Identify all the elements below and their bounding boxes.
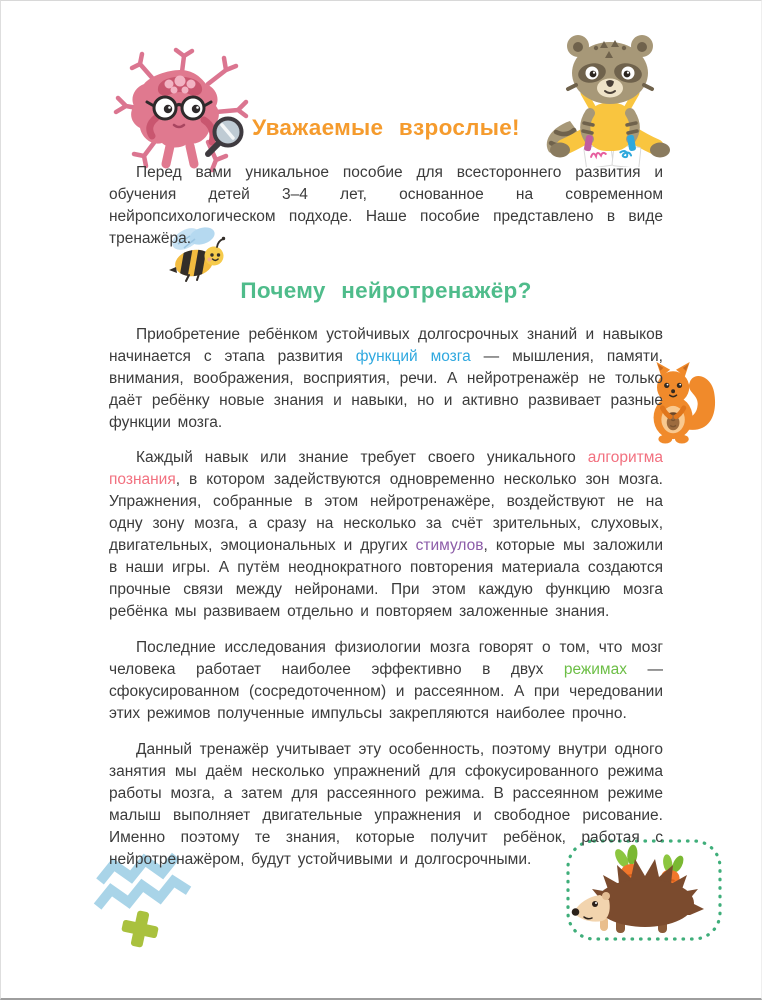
body-paragraph-3: Последние исследования физиологии мозга говорят о том, что мозг человека работает наиболее эффективно в двух режимах — сфокусированном (сосредоточенном) и рассеянном. А при чередовании этих режимов полученные импульсы закрепляются наиболее прочно. — [109, 639, 663, 722]
text-column — [109, 105, 663, 871]
cross-doodle-icon — [117, 906, 163, 952]
page-title: Уважаемые взрослые! — [252, 115, 520, 140]
intro-paragraph: Перед вами уникальное пособие для всестороннего развития и обучения детей 3–4 лет, основанное на современном нейропсихологическом подходе. Наше пособие представлено в виде тренажёра. — [109, 164, 663, 247]
body-paragraph-4: Данный тренажёр учитывает эту особенность, поэтому внутри одного занятия мы даём несколько упражнений для сфокусированного режима работы мозга, а затем для рассеянного режима. В рассеянном режиме малыш выполняет двигательные упражнения и свободное рисование. Именно поэтому те знания, которые получит ребёнок, работая с нейротренажёром, будут устойчивыми и долгосрочными. — [109, 741, 663, 868]
body-paragraph-2: Каждый навык или знание требует своего уникального алгоритма познания, в котором задействуются одновременно несколько зон мозга. Упражнения, собранные в этом нейротренажёре, воздействуют не на одну зону мозга, а сразу на несколько за счёт зрительных, слуховых, двигательных, эмоциональных и других стимулов, которые мы заложили в наши игры. А путём неоднократного повторения материала создаются прочные связи между нейронами. При этом каждую функцию мозга ребёнка мы развиваем отдельно и повторяем заложенные знания. — [109, 449, 663, 620]
section-title: Почему нейротренажёр? — [240, 278, 532, 303]
body-paragraph-1: Приобретение ребёнком устойчивых долгосрочных знаний и навыков начинается с этапа развития функций мозга — мышления, памяти, внимания, воображения, восприятия, речи. А нейротренажёр не только даёт ребёнку новые знания и навыки, но и активно развивает разные функции мозга. — [109, 326, 663, 431]
